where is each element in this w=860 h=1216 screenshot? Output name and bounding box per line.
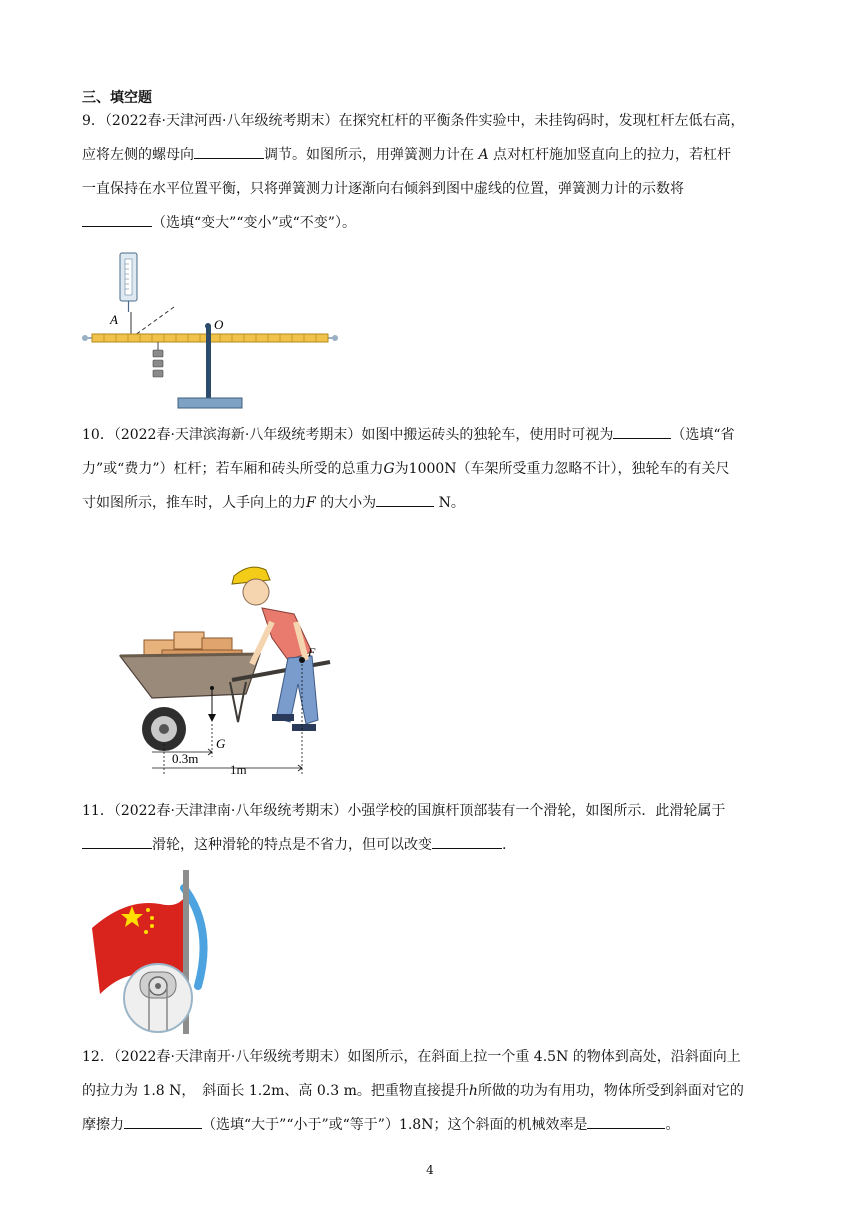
question-10 xyxy=(82,418,782,520)
question-12 xyxy=(82,1040,782,1142)
question-number: 12． xyxy=(82,1049,114,1065)
answer-blank[interactable] xyxy=(613,423,671,439)
answer-blank[interactable] xyxy=(376,491,434,507)
variable-g: G xyxy=(383,461,395,477)
wheelbarrow-tray xyxy=(120,654,260,698)
question-source: （2022春·天津津南·八年级统考期末） xyxy=(113,803,348,819)
question-text: 在探究杠杆的平衡条件实验中，未挂钩码时，发现杠杆左低右高， xyxy=(338,113,745,129)
lever-figure xyxy=(80,250,345,412)
question-source: （2022春·天津南开·八年级统考期末） xyxy=(113,1049,348,1065)
variable-h: h xyxy=(468,1083,478,1099)
question-number: 11． xyxy=(82,803,114,819)
stand-base xyxy=(178,398,242,408)
question-source: （2022春·天津河西·八年级统考期末） xyxy=(104,113,339,129)
question-text: 如图所示，在斜面上拉一个重 4.5N 的物体到高处，沿斜面向上 xyxy=(347,1049,741,1065)
question-text: 力”或“费力”）杠杆；若车厢和砖头所受的总重力 xyxy=(82,461,384,477)
question-text: （选填“省 xyxy=(671,427,735,443)
question-text: . xyxy=(502,837,507,853)
variable-a: A xyxy=(478,147,489,163)
label-g: G xyxy=(216,736,226,751)
question-text: 寸如图所示，推车时，人手向上的力 xyxy=(82,495,306,511)
hook-weights-icon xyxy=(153,350,163,377)
question-text: 的大小为 xyxy=(320,495,377,511)
question-text: 所做的功为有用功，物体所受到斜面对它的 xyxy=(477,1083,744,1099)
label-a: A xyxy=(110,312,118,327)
question-text: 点对杠杆施加竖直向上的拉力，若杠杆 xyxy=(493,147,732,163)
answer-blank[interactable] xyxy=(194,143,264,159)
label-0-3m: 0.3m xyxy=(172,751,199,766)
question-text: 一直保持在水平位置平衡，只将弹簧测力计逐渐向右倾斜到图中虚线的位置，弹簧测力计的示数将 xyxy=(82,181,684,197)
question-text: 。 xyxy=(665,1117,680,1133)
answer-blank[interactable] xyxy=(82,211,152,227)
answer-blank[interactable] xyxy=(587,1113,665,1129)
question-source: （2022春·天津滨海新·八年级统考期末） xyxy=(113,427,362,443)
flagpole-figure xyxy=(86,868,214,1036)
variable-f: F xyxy=(306,495,316,511)
question-text: 摩擦力 xyxy=(82,1117,124,1133)
answer-blank[interactable] xyxy=(82,833,152,849)
label-1m: 1m xyxy=(230,762,247,777)
label-o: O xyxy=(214,317,224,332)
lever-stand xyxy=(206,326,211,402)
question-text: N。 xyxy=(438,495,465,511)
question-text: 的拉力为 1.8 N， 斜面长 1.2m、高 0.3 m。把重物直接提升 xyxy=(82,1083,469,1099)
question-text: 小强学校的国旗杆顶部装有一个滑轮，如图所示．此滑轮属于 xyxy=(347,803,726,819)
question-text: 应将左侧的螺母向 xyxy=(82,147,194,163)
wheelbarrow-figure xyxy=(112,552,342,777)
answer-blank[interactable] xyxy=(432,833,502,849)
question-11 xyxy=(82,794,782,862)
question-text: 如图中搬运砖头的独轮车，使用时可视为 xyxy=(361,427,614,443)
answer-blank[interactable] xyxy=(124,1113,202,1129)
section-title: 三、填空题 xyxy=(82,90,152,106)
question-text: （选填“大于”“小于”或“等于”）1.8N；这个斜面的机械效率是 xyxy=(202,1117,588,1133)
question-number: 9． xyxy=(82,113,105,129)
question-text: 调节。如图所示，用弹簧测力计在 xyxy=(264,147,474,163)
page-number: 4 xyxy=(426,1163,434,1177)
question-text: 滑轮，这种滑轮的特点是不省力，但可以改变 xyxy=(152,837,432,853)
question-number: 10． xyxy=(82,427,114,443)
worker-figure xyxy=(232,567,318,731)
question-9 xyxy=(82,104,782,240)
question-text: （选填“变大”“变小”或“不变”）。 xyxy=(152,215,356,231)
label-f: F xyxy=(308,645,316,659)
question-text: 为1000N（车架所受重力忽略不计），独轮车的有关尺 xyxy=(394,461,730,477)
